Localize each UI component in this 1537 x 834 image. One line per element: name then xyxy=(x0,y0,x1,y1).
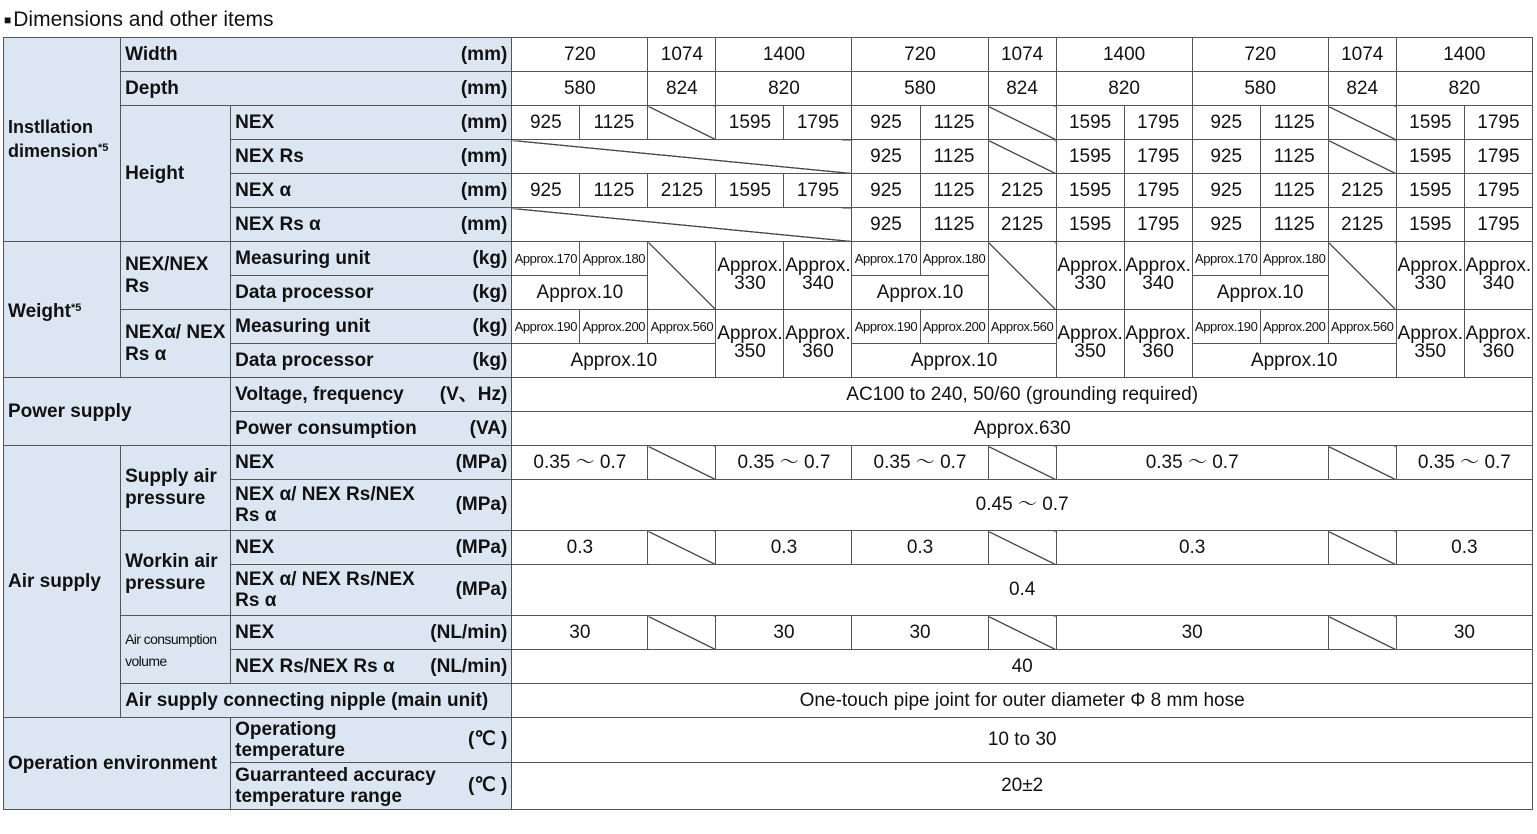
title-bullet: ■ xyxy=(4,13,12,27)
weight-val: Approx.180 xyxy=(920,242,988,276)
air-val: 0.45 ～ 0.7 xyxy=(512,480,1533,531)
row-power-consumption xyxy=(4,412,1533,446)
height-val: 1595 xyxy=(1056,208,1124,242)
weight-val xyxy=(1464,310,1532,378)
height-val: 1125 xyxy=(920,174,988,208)
height-label: Height xyxy=(121,106,231,242)
nipple-val: One-touch pipe joint for outer diameter Φ 8 mm hose xyxy=(512,684,1533,718)
height-val: 1795 xyxy=(1464,106,1532,140)
supply-pressure-label: Supply air pressure xyxy=(121,446,231,531)
height-val: 1795 xyxy=(1124,174,1192,208)
width-val: 720 xyxy=(852,38,988,72)
not-applicable xyxy=(988,140,1056,174)
voltage-text: Voltage, frequency xyxy=(235,383,404,405)
consumption-val: Approx.630 xyxy=(512,412,1533,446)
height-val: 1125 xyxy=(920,140,988,174)
row-air-cv-other xyxy=(4,650,1533,684)
width-val: 1400 xyxy=(716,38,852,72)
height-val: 1125 xyxy=(920,106,988,140)
unit-mpa: (MPa) xyxy=(455,494,508,515)
height-val: 925 xyxy=(512,174,580,208)
weight-val xyxy=(1396,242,1464,310)
depth-val: 580 xyxy=(512,72,648,106)
voltage-val: AC100 to 240, 50/60 (grounding required) xyxy=(512,378,1533,412)
not-applicable xyxy=(988,531,1056,565)
weight-val xyxy=(1396,310,1464,378)
row-weight-mu2 xyxy=(4,310,1533,344)
unit-mm: (mm) xyxy=(460,77,508,99)
height-val: 1125 xyxy=(580,106,648,140)
height-val: 1795 xyxy=(784,106,852,140)
not-applicable xyxy=(648,531,716,565)
weight-val: Approx.10 xyxy=(1192,344,1396,378)
height-val: 1595 xyxy=(1056,106,1124,140)
approx-val: 350 xyxy=(1414,341,1447,362)
weight-val xyxy=(1056,310,1124,378)
not-applicable xyxy=(1328,446,1396,480)
cv-nex-label xyxy=(231,616,512,650)
wp-other-label xyxy=(231,565,512,616)
unit-nlmin: (NL/min) xyxy=(430,655,508,677)
height-val: 925 xyxy=(1192,174,1260,208)
width-val: 1400 xyxy=(1056,38,1192,72)
row-height-nex-a xyxy=(4,174,1533,208)
consumption-label xyxy=(231,412,512,446)
depth-val: 824 xyxy=(648,72,716,106)
row-height-nex-rs-a xyxy=(4,208,1533,242)
weight-val xyxy=(784,242,852,310)
sp-nex-label xyxy=(231,446,512,480)
power-group-label: Power supply xyxy=(4,378,231,446)
height-val: 1595 xyxy=(1396,140,1464,174)
height-val: 1795 xyxy=(1124,140,1192,174)
approx-text: Approx. xyxy=(1397,323,1464,344)
mu-text: Measuring unit xyxy=(235,315,371,337)
not-applicable xyxy=(988,242,1056,310)
row-air-sp-other xyxy=(4,480,1533,531)
op-temp-text: Operationg temperature xyxy=(235,719,345,761)
sp-other-label xyxy=(231,480,512,531)
approx-text: Approx. xyxy=(717,255,783,276)
height-val: 2125 xyxy=(988,174,1056,208)
height-val: 925 xyxy=(1192,106,1260,140)
width-text: Width xyxy=(125,43,178,65)
not-applicable xyxy=(988,446,1056,480)
unit-mpa: (MPa) xyxy=(455,536,508,558)
height-val: 1595 xyxy=(716,174,784,208)
unit-mm: (mm) xyxy=(460,179,508,201)
approx-text: Approx. xyxy=(1057,323,1123,344)
row-width xyxy=(4,38,1533,72)
nipple-label: Air supply connecting nipple (main unit) xyxy=(121,684,512,718)
approx-val: 340 xyxy=(1482,273,1515,294)
depth-val: 824 xyxy=(988,72,1056,106)
row-air-wp-nex xyxy=(4,531,1533,565)
unit-mm: (mm) xyxy=(460,145,508,167)
depth-label xyxy=(121,72,512,106)
depth-val: 820 xyxy=(1056,72,1192,106)
air-val: 40 xyxy=(512,650,1533,684)
wp-nex-label xyxy=(231,531,512,565)
height-val: 1595 xyxy=(1056,140,1124,174)
weight-group-label xyxy=(4,242,121,378)
row-air-nipple xyxy=(4,684,1533,718)
height-nex-rs-a-label xyxy=(231,208,512,242)
approx-val: 360 xyxy=(802,341,834,362)
height-val: 925 xyxy=(1192,140,1260,174)
op-temp-label xyxy=(231,718,512,763)
height-val: 1125 xyxy=(580,174,648,208)
nex-rs-rs-a-text: NEX Rs/NEX Rs α xyxy=(235,655,395,677)
weight-val xyxy=(1124,310,1192,378)
weight-val xyxy=(716,310,784,378)
row-depth xyxy=(4,72,1533,106)
air-val: 0.3 xyxy=(852,531,988,565)
approx-text: Approx. xyxy=(785,255,851,276)
approx-val: 350 xyxy=(1074,341,1106,362)
nex-rs-text: NEX Rs xyxy=(235,145,304,167)
data-processor-label xyxy=(231,276,512,310)
height-val: 2125 xyxy=(988,208,1056,242)
approx-val: 340 xyxy=(802,273,834,294)
air-val: 0.35 ～ 0.7 xyxy=(852,446,988,480)
approx-text: Approx. xyxy=(1057,255,1123,276)
not-applicable xyxy=(988,616,1056,650)
height-val: 1595 xyxy=(1396,106,1464,140)
approx-val: 330 xyxy=(1414,273,1447,294)
air-val: 0.35 ～ 0.7 xyxy=(1056,446,1328,480)
nex-a-rs-text: NEX α/ NEX Rs/NEX Rs α xyxy=(235,569,415,611)
height-val: 925 xyxy=(852,140,920,174)
op-accuracy-text: Guarranteed accuracy temperature range xyxy=(235,765,436,807)
width-label xyxy=(121,38,512,72)
width-val: 1400 xyxy=(1396,38,1532,72)
air-val: 0.35 ～ 0.7 xyxy=(512,446,648,480)
height-val: 925 xyxy=(1192,208,1260,242)
unit-nlmin: (NL/min) xyxy=(430,621,508,643)
weight-sub1-label: NEX/NEX Rs xyxy=(121,242,231,310)
height-val: 1125 xyxy=(1260,140,1328,174)
unit-mpa: (MPa) xyxy=(455,579,508,600)
weight-val: Approx.190 xyxy=(1192,310,1260,344)
height-val: 925 xyxy=(852,174,920,208)
nex-rs-a-text: NEX Rs α xyxy=(235,213,321,235)
install-group-label xyxy=(4,38,121,242)
width-val: 720 xyxy=(1192,38,1328,72)
row-op-temp xyxy=(4,718,1533,763)
unit-mpa: (MPa) xyxy=(455,451,508,473)
approx-val: 360 xyxy=(1142,341,1174,362)
unit-vhz: (V、Hz) xyxy=(439,383,508,405)
height-val: 1795 xyxy=(1124,106,1192,140)
not-applicable xyxy=(1328,140,1396,174)
approx-val: 360 xyxy=(1482,341,1515,362)
approx-text: Approx. xyxy=(1125,255,1191,276)
op-accuracy-label xyxy=(231,763,512,810)
approx-text: Approx. xyxy=(1465,255,1532,276)
mu-text: Measuring unit xyxy=(235,247,371,269)
height-val: 1595 xyxy=(1056,174,1124,208)
weight-sub2-label: NEXα/ NEX Rs α xyxy=(121,310,231,378)
air-val: 0.4 xyxy=(512,565,1533,616)
measuring-unit-label xyxy=(231,310,512,344)
weight-val: Approx.180 xyxy=(580,242,648,276)
weight-val: Approx.200 xyxy=(1260,310,1328,344)
unit-kg: (kg) xyxy=(472,247,508,269)
row-air-sp-nex xyxy=(4,446,1533,480)
not-applicable xyxy=(1328,242,1396,310)
not-applicable xyxy=(648,446,716,480)
height-val: 1795 xyxy=(1124,208,1192,242)
measuring-unit-label xyxy=(231,242,512,276)
cv-other-label xyxy=(231,650,512,684)
height-val: 1795 xyxy=(1464,174,1532,208)
weight-val: Approx.10 xyxy=(512,276,648,310)
weight-note: *5 xyxy=(70,301,82,314)
height-val: 1795 xyxy=(1464,208,1532,242)
width-val: 1074 xyxy=(1328,38,1396,72)
row-height-nex-rs xyxy=(4,140,1533,174)
row-height-nex xyxy=(4,106,1533,140)
weight-val: Approx.10 xyxy=(852,344,1056,378)
install-note: *5 xyxy=(98,142,109,154)
approx-val: 340 xyxy=(1142,273,1174,294)
approx-text: Approx. xyxy=(1397,255,1464,276)
height-val: 925 xyxy=(852,208,920,242)
row-weight-mu1 xyxy=(4,242,1533,276)
height-nex-label xyxy=(231,106,512,140)
operation-group-label: Operation environment xyxy=(4,718,231,810)
height-val: 2125 xyxy=(1328,174,1396,208)
depth-text: Depth xyxy=(125,77,179,99)
height-val: 1125 xyxy=(1260,208,1328,242)
not-applicable xyxy=(1328,106,1396,140)
section-title-text: Dimensions and other items xyxy=(13,8,274,31)
depth-val: 580 xyxy=(852,72,988,106)
width-val: 720 xyxy=(512,38,648,72)
height-val: 1595 xyxy=(1396,208,1464,242)
unit-mm: (mm) xyxy=(460,111,508,133)
weight-val: Approx.200 xyxy=(580,310,648,344)
air-val: 0.3 xyxy=(512,531,648,565)
not-applicable xyxy=(1328,616,1396,650)
nex-text: NEX xyxy=(235,111,275,133)
install-group-text: Instllation dimension xyxy=(8,117,99,161)
dp-text: Data processor xyxy=(235,349,374,371)
weight-val: Approx.170 xyxy=(1192,242,1260,276)
not-applicable xyxy=(988,106,1056,140)
height-nex-a-label xyxy=(231,174,512,208)
consumption-text: Power consumption xyxy=(235,417,417,439)
height-val: 925 xyxy=(512,106,580,140)
air-val: 0.35 ～ 0.7 xyxy=(1396,446,1532,480)
weight-val: Approx.10 xyxy=(852,276,988,310)
height-val: 1125 xyxy=(1260,106,1328,140)
weight-val: Approx.560 xyxy=(648,310,716,344)
not-applicable xyxy=(512,208,852,242)
air-val: 30 xyxy=(852,616,988,650)
unit-kg: (kg) xyxy=(472,315,508,337)
data-processor-label xyxy=(231,344,512,378)
air-val: 30 xyxy=(716,616,852,650)
depth-val: 580 xyxy=(1192,72,1328,106)
weight-val: Approx.170 xyxy=(852,242,920,276)
working-pressure-label: Workin air pressure xyxy=(121,531,231,616)
width-val: 1074 xyxy=(988,38,1056,72)
weight-val xyxy=(1124,242,1192,310)
not-applicable xyxy=(648,242,716,310)
air-val: 30 xyxy=(512,616,648,650)
weight-val xyxy=(784,310,852,378)
op-temp-val: 10 to 30 xyxy=(512,718,1533,763)
height-val: 1795 xyxy=(1464,140,1532,174)
air-val: 0.35 ～ 0.7 xyxy=(716,446,852,480)
air-group-label: Air supply xyxy=(4,446,121,718)
approx-text: Approx. xyxy=(1465,323,1532,344)
depth-val: 820 xyxy=(1396,72,1532,106)
weight-val: Approx.180 xyxy=(1260,242,1328,276)
unit-degc: (℃ ) xyxy=(468,729,508,750)
weight-val: Approx.10 xyxy=(512,344,716,378)
height-val: 1595 xyxy=(716,106,784,140)
weight-val xyxy=(716,242,784,310)
height-val: 925 xyxy=(852,106,920,140)
weight-val: Approx.200 xyxy=(920,310,988,344)
air-val: 30 xyxy=(1056,616,1328,650)
air-val: 0.3 xyxy=(716,531,852,565)
unit-kg: (kg) xyxy=(472,281,508,303)
weight-val xyxy=(1056,242,1124,310)
voltage-label xyxy=(231,378,512,412)
height-val: 2125 xyxy=(648,174,716,208)
not-applicable xyxy=(648,106,716,140)
not-applicable xyxy=(648,616,716,650)
nex-text: NEX xyxy=(235,536,275,558)
height-val: 1595 xyxy=(1396,174,1464,208)
height-val: 2125 xyxy=(1328,208,1396,242)
air-val: 0.3 xyxy=(1396,531,1532,565)
weight-val: Approx.190 xyxy=(852,310,920,344)
height-val: 1795 xyxy=(784,174,852,208)
not-applicable xyxy=(1328,531,1396,565)
weight-val: Approx.190 xyxy=(512,310,580,344)
unit-va: (VA) xyxy=(469,417,508,439)
approx-val: 330 xyxy=(1074,273,1106,294)
op-accuracy-val: 20±2 xyxy=(512,763,1533,810)
approx-val: 330 xyxy=(734,273,766,294)
depth-val: 820 xyxy=(716,72,852,106)
height-nex-rs-label xyxy=(231,140,512,174)
nex-text: NEX xyxy=(235,621,275,643)
nex-a-rs-text: NEX α/ NEX Rs/NEX Rs α xyxy=(235,484,415,526)
weight-val: Approx.560 xyxy=(988,310,1056,344)
consumption-volume-label: Air consumption volume xyxy=(121,616,231,684)
unit-degc: (℃ ) xyxy=(468,775,508,796)
weight-group-text: Weight xyxy=(8,300,71,322)
approx-val: 350 xyxy=(734,341,766,362)
unit-mm: (mm) xyxy=(460,213,508,235)
approx-text: Approx. xyxy=(1125,323,1191,344)
approx-text: Approx. xyxy=(717,323,783,344)
approx-text: Approx. xyxy=(785,323,851,344)
row-power-voltage xyxy=(4,378,1533,412)
weight-val: Approx.560 xyxy=(1328,310,1396,344)
weight-val: Approx.170 xyxy=(512,242,580,276)
dp-text: Data processor xyxy=(235,281,374,303)
row-op-accuracy xyxy=(4,763,1533,810)
row-air-wp-other xyxy=(4,565,1533,616)
weight-val: Approx.10 xyxy=(1192,276,1328,310)
air-val: 0.3 xyxy=(1056,531,1328,565)
height-val: 1125 xyxy=(920,208,988,242)
nex-a-text: NEX α xyxy=(235,179,292,201)
unit-mm: (mm) xyxy=(460,43,508,65)
depth-val: 824 xyxy=(1328,72,1396,106)
row-air-cv-nex xyxy=(4,616,1533,650)
section-title xyxy=(4,8,274,32)
weight-val xyxy=(1464,242,1532,310)
spec-table xyxy=(3,37,1533,810)
height-val: 1125 xyxy=(1260,174,1328,208)
unit-kg: (kg) xyxy=(472,349,508,371)
air-val: 30 xyxy=(1396,616,1532,650)
not-applicable xyxy=(512,140,852,174)
width-val: 1074 xyxy=(648,38,716,72)
nex-text: NEX xyxy=(235,451,275,473)
